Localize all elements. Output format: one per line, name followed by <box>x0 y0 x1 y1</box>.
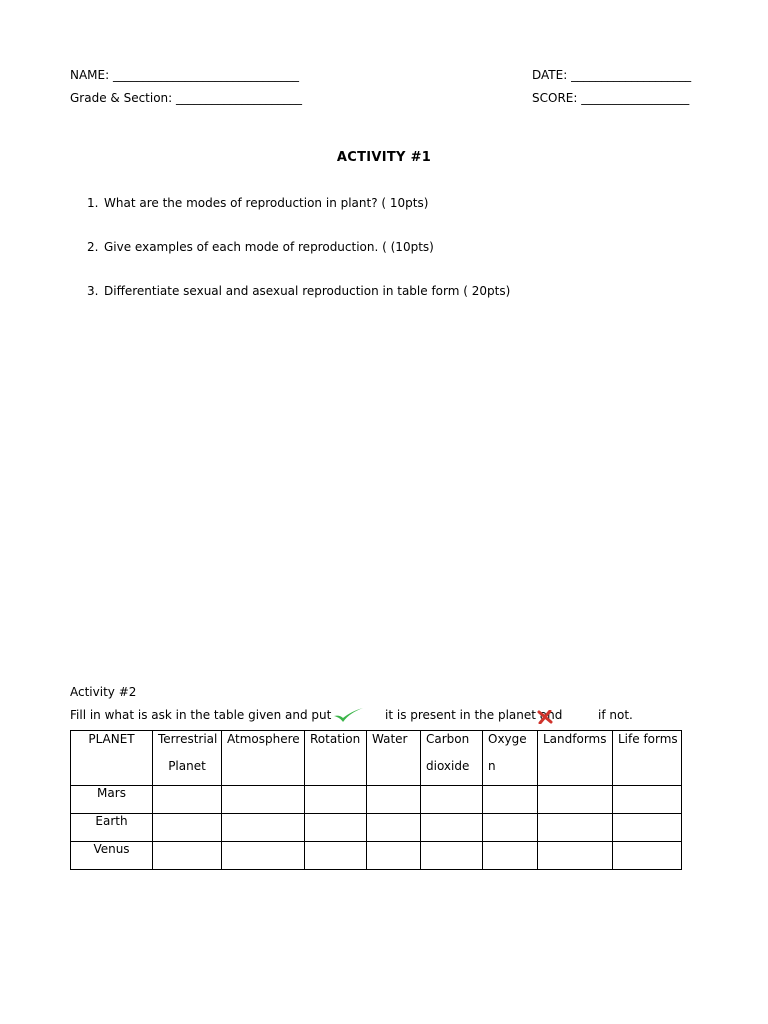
header-water: Water <box>367 731 421 786</box>
question-1 <box>87 196 428 210</box>
header-carbon-dioxide: Carbon dioxide <box>421 731 483 786</box>
question-text: Differentiate sexual and asexual reproduction in table form ( 20pts) <box>104 284 511 298</box>
table-cell[interactable] <box>613 842 682 870</box>
score-field[interactable]: SCORE: __________________ <box>532 91 690 105</box>
row-label-mars: Mars <box>71 786 153 814</box>
question-number: 1. <box>87 196 99 210</box>
table-cell[interactable] <box>483 842 538 870</box>
planet-table <box>70 730 682 870</box>
table-cell[interactable] <box>367 842 421 870</box>
table-cell[interactable] <box>613 814 682 842</box>
table-cell[interactable] <box>222 814 305 842</box>
activity2-instruction-part3: if not. <box>598 708 633 722</box>
header-terrestrial-planet: Terrestrial Planet <box>153 731 222 786</box>
question-text: Give examples of each mode of reproduction. ( (10pts) <box>104 240 434 254</box>
table-cell[interactable] <box>421 842 483 870</box>
table-cell[interactable] <box>613 786 682 814</box>
header-oxygen: Oxyge n <box>483 731 538 786</box>
table-cell[interactable] <box>305 842 367 870</box>
header-rotation: Rotation <box>305 731 367 786</box>
table-cell[interactable] <box>538 786 613 814</box>
question-text: What are the modes of reproduction in plant? ( 10pts) <box>104 196 429 210</box>
grade-section-field[interactable]: Grade & Section: _____________________ <box>70 91 303 105</box>
table-row <box>71 814 682 842</box>
table-cell[interactable] <box>222 786 305 814</box>
check-mark-icon <box>332 706 364 724</box>
activity2-title: Activity #2 <box>70 685 137 699</box>
table-cell[interactable] <box>367 814 421 842</box>
table-cell[interactable] <box>305 786 367 814</box>
name-field[interactable]: NAME: _______________________________ <box>70 68 299 82</box>
table-cell[interactable] <box>483 786 538 814</box>
table-cell[interactable] <box>153 842 222 870</box>
table-cell[interactable] <box>367 786 421 814</box>
table-row <box>71 842 682 870</box>
table-cell[interactable] <box>538 814 613 842</box>
table-cell[interactable] <box>421 786 483 814</box>
table-cell[interactable] <box>421 814 483 842</box>
activity2-instruction-part2: it is present in the planet and <box>385 708 563 722</box>
table-cell[interactable] <box>538 842 613 870</box>
header-atmosphere: Atmosphere <box>222 731 305 786</box>
activity1-title: ACTIVITY #1 <box>336 150 432 165</box>
table-header-row <box>71 731 682 786</box>
table-cell[interactable] <box>222 842 305 870</box>
header-life-forms: Life forms <box>613 731 682 786</box>
table-cell[interactable] <box>483 814 538 842</box>
question-2 <box>87 240 434 254</box>
header-planet: PLANET <box>71 731 153 786</box>
table-cell[interactable] <box>153 786 222 814</box>
question-number: 3. <box>87 284 99 298</box>
question-number: 2. <box>87 240 99 254</box>
row-label-venus: Venus <box>71 842 153 870</box>
date-field[interactable]: DATE: ____________________ <box>532 68 692 82</box>
table-row <box>71 786 682 814</box>
activity2-instruction-part1: Fill in what is ask in the table given and put <box>70 708 332 722</box>
row-label-earth: Earth <box>71 814 153 842</box>
table-cell[interactable] <box>153 814 222 842</box>
question-3 <box>87 284 510 298</box>
table-cell[interactable] <box>305 814 367 842</box>
cross-mark-icon <box>537 710 553 724</box>
header-landforms: Landforms <box>538 731 613 786</box>
